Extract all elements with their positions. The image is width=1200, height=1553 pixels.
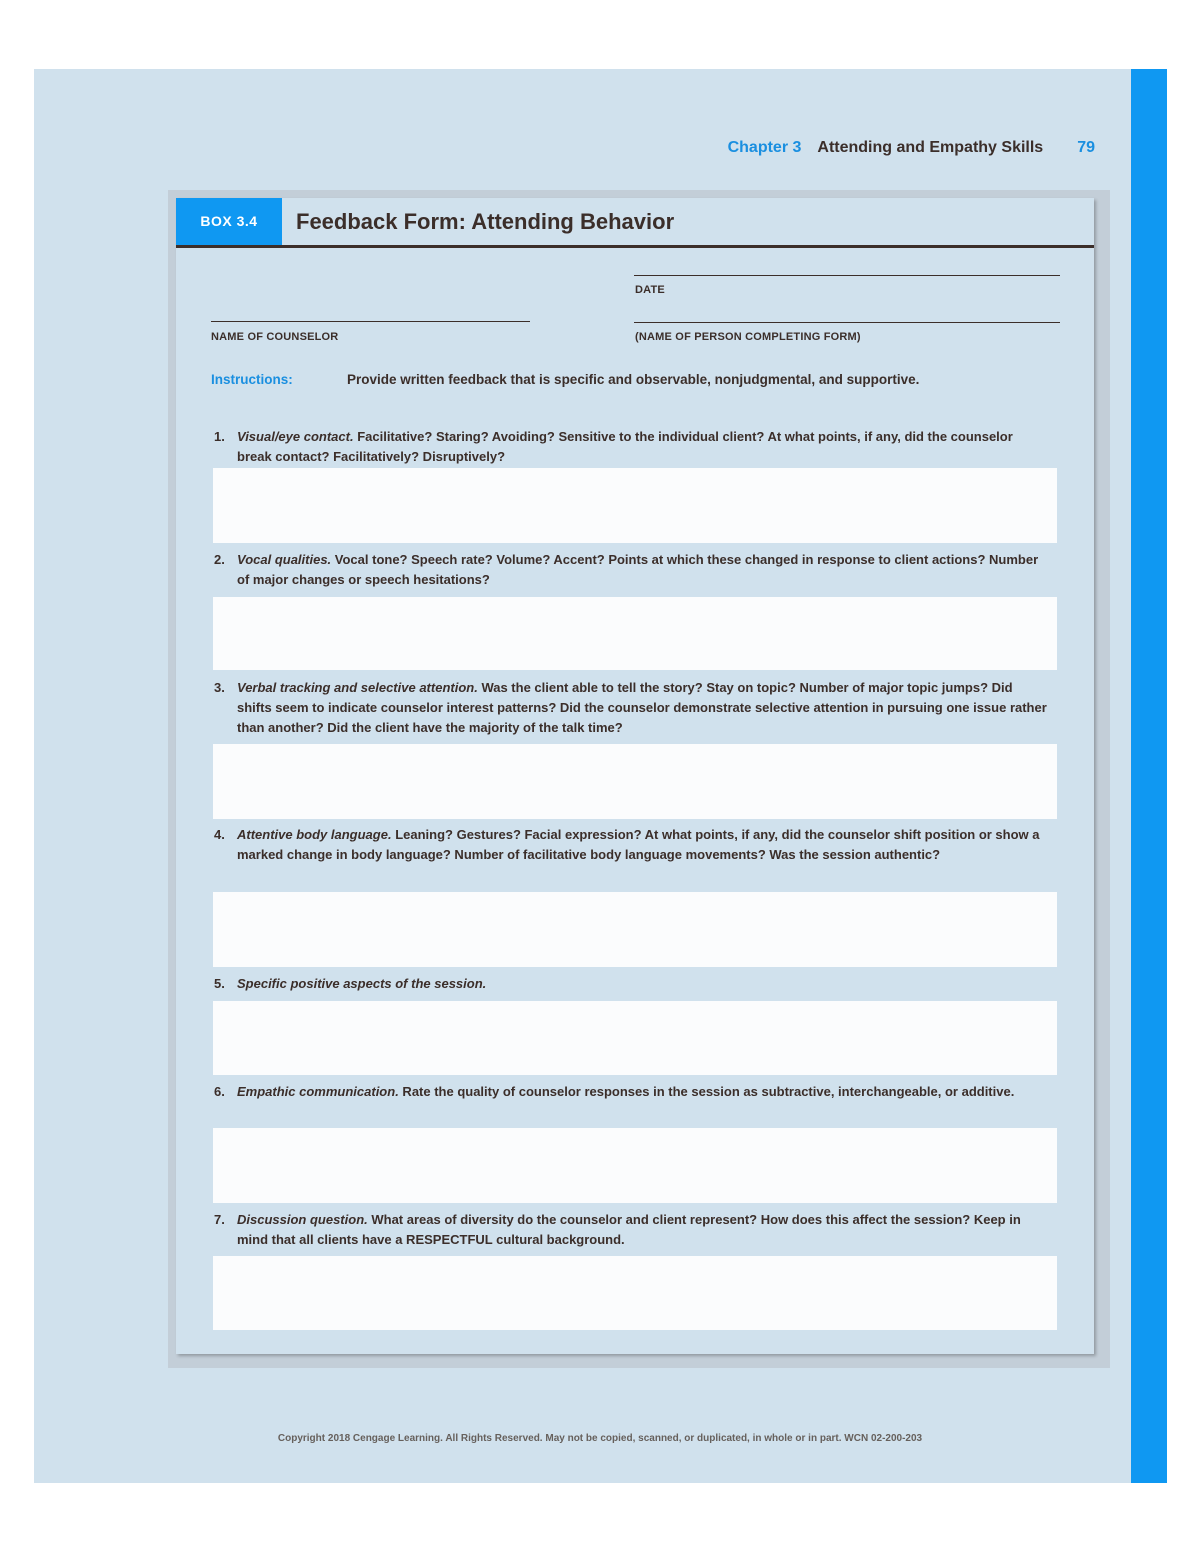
box-label: BOX 3.4 <box>176 198 282 245</box>
question-3 <box>214 678 1049 738</box>
answer-box-1[interactable] <box>213 468 1057 543</box>
date-line[interactable] <box>634 275 1060 276</box>
counselor-name-line[interactable] <box>211 321 530 322</box>
question-lead: Empathic communication. <box>237 1084 399 1099</box>
question-text: What areas of diversity do the counselor and client represent? How does this affect the session? Keep in mind that all clients have a RESPECTFUL cultural background. <box>237 1212 1021 1247</box>
answer-box-6[interactable] <box>213 1128 1057 1203</box>
page-edge-bar <box>1131 69 1167 1483</box>
copyright-notice: Copyright 2018 Cengage Learning. All Rights Reserved. May not be copied, scanned, or duplicated, in whole or in part. WCN 02-200-203 <box>277 1433 923 1444</box>
answer-box-5[interactable] <box>213 1001 1057 1075</box>
question-text: Facilitative? Staring? Avoiding? Sensitive to the individual client? At what points, if any, did the counselor break contact? Facilitatively? Disruptively? <box>237 429 1013 464</box>
feedback-form-box <box>176 198 1094 1354</box>
question-6 <box>214 1082 1049 1102</box>
running-head <box>680 139 1095 157</box>
question-number: 7. <box>214 1212 225 1227</box>
question-lead: Discussion question. <box>237 1212 368 1227</box>
box-title: Feedback Form: Attending Behavior <box>296 209 675 234</box>
question-number: 2. <box>214 552 225 567</box>
question-text: Rate the quality of counselor responses in the session as subtractive, interchangeable, or additive. <box>398 1084 1015 1099</box>
question-number: 3. <box>214 680 225 695</box>
completer-name-line[interactable] <box>634 322 1060 323</box>
answer-box-4[interactable] <box>213 892 1057 967</box>
question-text: Leaning? Gestures? Facial expression? At what points, if any, did the counselor shift position or show a marked change in body language? Number of facilitative body language movements? Was the session authentic? <box>237 827 1040 862</box>
completer-name-label: (NAME OF PERSON COMPLETING FORM) <box>635 331 861 343</box>
question-7 <box>214 1210 1049 1250</box>
question-number: 4. <box>214 827 225 842</box>
question-5 <box>214 974 1049 994</box>
question-text: Was the client able to tell the story? Stay on topic? Number of major topic jumps? Did shifts seem to indicate counselor interest patterns? Did the counselor demonstrate selective attention in pursuing one issue rather than another? Did the client have the majority of the talk time? <box>237 680 1047 735</box>
answer-box-2[interactable] <box>213 597 1057 670</box>
question-2 <box>214 550 1049 590</box>
chapter-title: Attending and Empathy Skills <box>817 139 1044 156</box>
question-number: 5. <box>214 976 225 991</box>
question-text: Vocal tone? Speech rate? Volume? Accent? Points at which these changed in response to client actions? Number of major changes or speech hesitations? <box>237 552 1039 587</box>
counselor-name-label: NAME OF COUNSELOR <box>211 331 339 343</box>
question-lead: Specific positive aspects of the session. <box>237 976 487 991</box>
page-number: 79 <box>1077 139 1095 156</box>
box-header <box>176 198 1094 248</box>
question-1 <box>214 427 1049 467</box>
answer-box-3[interactable] <box>213 744 1057 819</box>
question-number: 6. <box>214 1084 225 1099</box>
chapter-label: Chapter 3 <box>727 139 802 156</box>
question-lead: Vocal qualities. <box>237 552 332 567</box>
instructions-label: Instructions: <box>211 372 293 387</box>
instructions <box>211 372 1071 387</box>
answer-box-7[interactable] <box>213 1256 1057 1330</box>
question-lead: Visual/eye contact. <box>237 429 354 444</box>
question-4 <box>214 825 1049 865</box>
question-number: 1. <box>214 429 225 444</box>
question-lead: Attentive body language. <box>237 827 392 842</box>
question-lead: Verbal tracking and selective attention. <box>237 680 478 695</box>
date-label: DATE <box>635 284 665 296</box>
instructions-text: Provide written feedback that is specific and observable, nonjudgmental, and supportive. <box>347 372 920 387</box>
